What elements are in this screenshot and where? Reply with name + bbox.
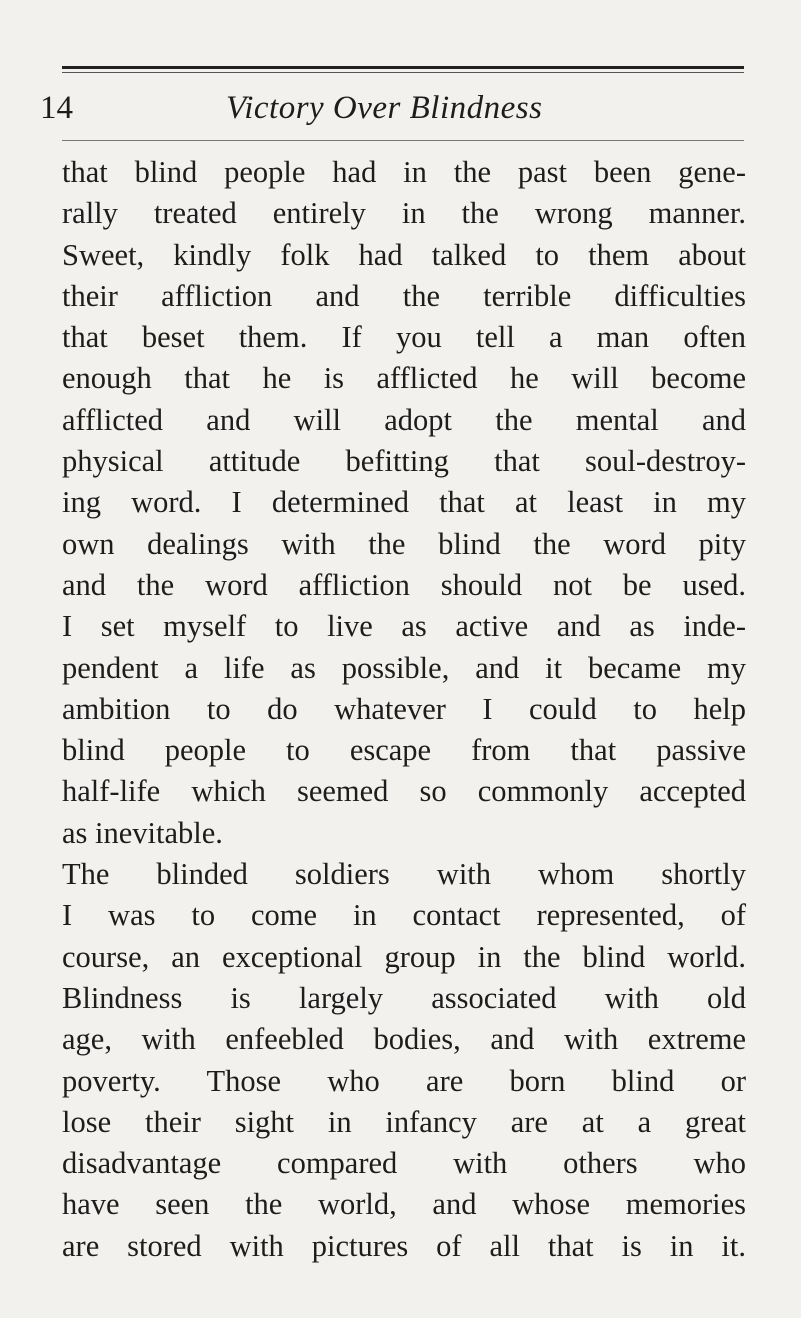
text-line: rally treated entirely in the wrong manner. (62, 196, 746, 231)
text-line: are stored with pictures of all that is in it. (62, 1228, 746, 1263)
text-line: age, with enfeebled bodies, and with extreme (62, 1022, 746, 1057)
text-line: as inevitable. (62, 815, 223, 850)
text-line: enough that he is afflicted he will become (62, 361, 746, 396)
text-line: ambition to do whatever I could to help (62, 691, 746, 726)
text-line: half-life which seemed so commonly accepted (62, 774, 746, 809)
text-line: pendent a life as possible, and it became my (62, 650, 746, 685)
text-line: that blind people had in the past been gene- (62, 155, 746, 189)
text-line: The blinded soldiers with whom shortly (62, 857, 746, 892)
text-line: blind people to escape from that passive (62, 733, 746, 768)
text-line: poverty. Those who are born blind or (62, 1063, 746, 1098)
text-line: disadvantage compared with others who (62, 1146, 746, 1181)
text-line: Blindness is largely associated with old (62, 980, 746, 1015)
text-line: their affliction and the terrible difficulties (62, 278, 746, 313)
body-text (62, 152, 746, 1267)
text-line: afflicted and will adopt the mental and (62, 402, 746, 437)
book-title: Victory Over Blindness (226, 90, 543, 126)
text-line: physical attitude befitting that soul-destroy- (62, 444, 746, 479)
text-line: that beset them. If you tell a man often (62, 320, 746, 355)
running-head (30, 88, 770, 132)
text-line: course, an exceptional group in the blind world. (62, 939, 746, 974)
running-head-rule (62, 140, 744, 141)
page-number: 14 (40, 90, 73, 126)
text-line: ing word. I determined that at least in my (62, 485, 746, 520)
text-line: I set myself to live as active and as inde- (62, 609, 746, 644)
text-line: own dealings with the blind the word pity (62, 526, 746, 561)
text-line: have seen the world, and whose memories (62, 1187, 746, 1222)
header-rule-thin (62, 72, 744, 73)
text-line: Sweet, kindly folk had talked to them about (62, 237, 746, 272)
text-line: lose their sight in infancy are at a great (62, 1104, 746, 1139)
text-line: I was to come in contact represented, of (62, 898, 746, 933)
header-rule-thick (62, 66, 744, 69)
text-line: and the word affliction should not be used. (62, 567, 746, 602)
